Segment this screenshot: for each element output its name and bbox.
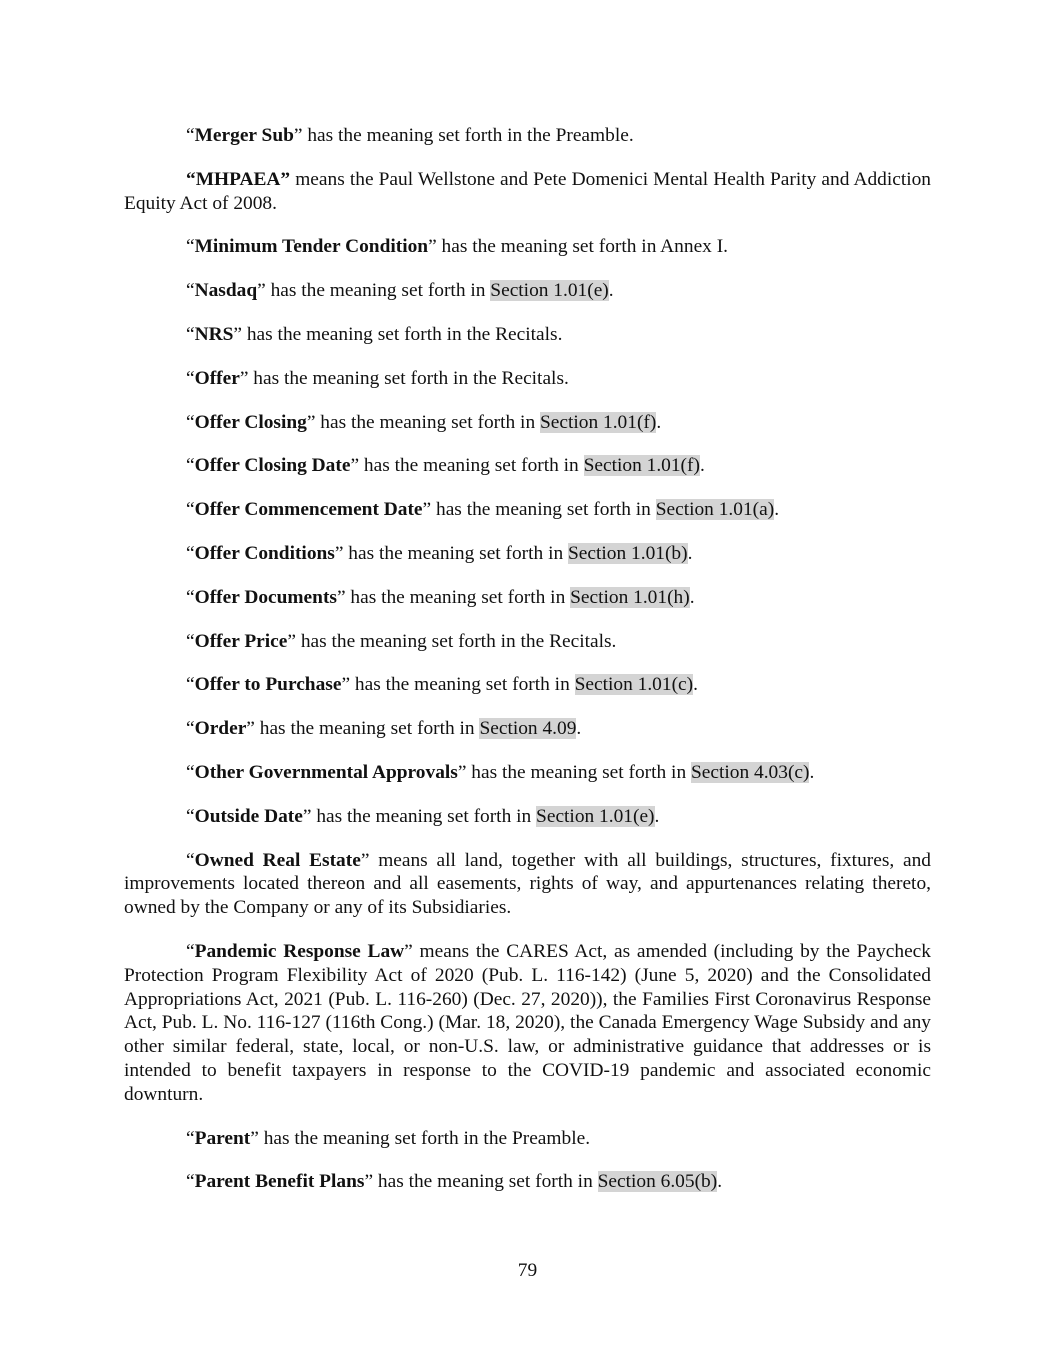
definition-offer-closing-date	[124, 454, 931, 478]
open-quote: “	[186, 499, 195, 521]
period: .	[576, 718, 582, 740]
open-quote: “	[186, 805, 195, 827]
definition-offer-commencement-date	[124, 498, 931, 522]
definition-nasdaq	[124, 279, 931, 303]
definition-offer-conditions	[124, 542, 931, 566]
defined-term: Nasdaq	[194, 280, 258, 302]
open-quote: “	[186, 761, 195, 783]
definition-text: ” has the meaning set forth in	[341, 674, 575, 696]
period: .	[656, 411, 662, 433]
period: .	[774, 499, 780, 521]
open-quote: “	[186, 280, 195, 302]
defined-term: Offer Closing	[194, 411, 307, 433]
open-quote: “	[186, 323, 195, 345]
definition-outside-date	[124, 805, 931, 829]
definition-text: ” has the meaning set forth in	[257, 280, 491, 302]
open-quote: “	[186, 674, 195, 696]
definition-nrs	[124, 323, 931, 347]
section-reference[interactable]: Section 6.05(b)	[597, 1171, 718, 1193]
definition-text: ” has the meaning set forth in	[350, 455, 584, 477]
defined-term: Other Governmental Approvals	[194, 761, 458, 783]
definition-offer	[124, 367, 931, 391]
definition-text: ” has the meaning set forth in	[422, 499, 656, 521]
definition-text: ” has the meaning set forth in Annex I.	[428, 236, 729, 258]
open-quote: “	[186, 455, 195, 477]
open-quote: “	[186, 125, 195, 146]
defined-term: Merger Sub	[194, 125, 294, 146]
period: .	[693, 674, 698, 696]
open-quote: “	[186, 1127, 195, 1149]
definition-text: ” has the meaning set forth in	[336, 586, 571, 608]
open-quote: “	[186, 849, 195, 871]
section-reference[interactable]: Section 1.01(f)	[583, 455, 700, 477]
period: .	[809, 761, 815, 783]
open-quote: “	[186, 586, 195, 608]
definition-pandemic-response-law	[124, 940, 931, 1107]
defined-term: Offer	[194, 367, 240, 389]
definition-order	[124, 717, 931, 741]
section-reference[interactable]: Section 1.01(f)	[540, 411, 657, 433]
defined-term: Offer Closing Date	[194, 455, 351, 477]
defined-term: Offer Commencement Date	[194, 499, 423, 521]
definition-owned-real-estate	[124, 849, 931, 920]
definition-text: ” has the meaning set forth in	[246, 718, 480, 740]
definition-text: ” has the meaning set forth in	[364, 1171, 598, 1193]
defined-term: Offer Price	[194, 630, 288, 652]
open-quote: “	[186, 718, 195, 740]
definition-text: ” means all land, together with all buildings, structures, fixtures, and improvements located thereon and all easements, rights of way, and appurtenances relating thereto, owned by the Company or any of its Subsidiaries.	[124, 849, 931, 919]
defined-term: “MHPAEA”	[186, 168, 291, 190]
page-number: 79	[517, 1260, 538, 1281]
open-quote: “	[186, 236, 195, 258]
section-reference[interactable]: Section 1.01(e)	[536, 805, 655, 827]
defined-term: Pandemic Response Law	[194, 940, 405, 962]
defined-term: Offer Conditions	[194, 542, 335, 564]
document-page	[124, 124, 931, 1214]
open-quote: “	[186, 542, 195, 564]
open-quote: “	[186, 630, 195, 652]
definition-offer-price	[124, 630, 931, 654]
period: .	[717, 1171, 723, 1193]
defined-term: Parent Benefit Plans	[194, 1171, 365, 1193]
definition-text: means the Paul Wellstone and Pete Domenici Mental Health Parity and Addiction Equity Act of 2008.	[124, 168, 931, 214]
definition-text: ” has the meaning set forth in	[334, 542, 569, 564]
defined-term: Offer Documents	[194, 586, 337, 608]
definition-text: ” has the meaning set forth in the Preamble.	[293, 125, 634, 146]
section-reference[interactable]: Section 1.01(a)	[655, 499, 775, 521]
defined-term: Order	[194, 718, 247, 740]
section-reference[interactable]: Section 1.01(e)	[490, 280, 609, 302]
definition-text: ” has the meaning set forth in	[306, 411, 540, 433]
defined-term: Parent	[194, 1127, 251, 1149]
definition-offer-to-purchase	[124, 673, 931, 697]
definition-merger-sub	[124, 124, 931, 148]
definition-minimum-tender-condition	[124, 235, 931, 259]
open-quote: “	[186, 1171, 195, 1193]
period: .	[687, 542, 693, 564]
definition-offer-closing	[124, 411, 931, 435]
definition-parent	[124, 1127, 931, 1151]
section-reference[interactable]: Section 4.09	[479, 718, 577, 740]
defined-term: Owned Real Estate	[194, 849, 361, 871]
open-quote: “	[186, 940, 195, 962]
period: .	[689, 586, 695, 608]
defined-term: Minimum Tender Condition	[194, 236, 429, 258]
section-reference[interactable]: Section 4.03(c)	[691, 761, 810, 783]
open-quote: “	[186, 411, 195, 433]
period: .	[608, 280, 614, 302]
definition-parent-benefit-plans	[124, 1170, 931, 1194]
defined-term: Outside Date	[194, 805, 303, 827]
period: .	[654, 805, 660, 827]
definition-text: ” means the CARES Act, as amended (including by the Paycheck Protection Program Flexibility Act of 2020 (Pub. L. 116-142) (June 5, 2020) and the Consolidated Appropriations Act, 2021 (Pub. L. 116-260) (Dec. 27, 2020)), the Families First Coronavirus Response Act, Pub. L. No. 116-127 (116th Cong.) (Mar. 18, 2020), the Canada Emergency Wage Subsidy and any other similar federal, state, local, or non-U.S. law, or administrative guidance that addresses or is intended to benefit taxpayers in response to the COVID-19 pandemic and associated economic downturn.	[124, 940, 931, 1105]
open-quote: “	[186, 367, 195, 389]
section-reference[interactable]: Section 1.01(h)	[570, 586, 690, 608]
section-reference[interactable]: Section 1.01(b)	[568, 542, 688, 564]
section-reference[interactable]: Section 1.01(c)	[574, 674, 694, 696]
definition-text: ” has the meaning set forth in the Recitals.	[239, 367, 569, 389]
definition-mhpaea	[124, 168, 931, 216]
period: .	[699, 455, 705, 477]
defined-term: NRS	[194, 323, 234, 345]
defined-term: Offer to Purchase	[194, 674, 342, 696]
definition-text: ” has the meaning set forth in	[302, 805, 537, 827]
definition-text: ” has the meaning set forth in	[457, 761, 691, 783]
definition-offer-documents	[124, 586, 931, 610]
definition-other-governmental-approvals	[124, 761, 931, 785]
definition-text: ” has the meaning set forth in the Preamble.	[250, 1127, 591, 1149]
definition-text: ” has the meaning set forth in the Recitals.	[287, 630, 617, 652]
definition-text: ” has the meaning set forth in the Recitals.	[233, 323, 563, 345]
